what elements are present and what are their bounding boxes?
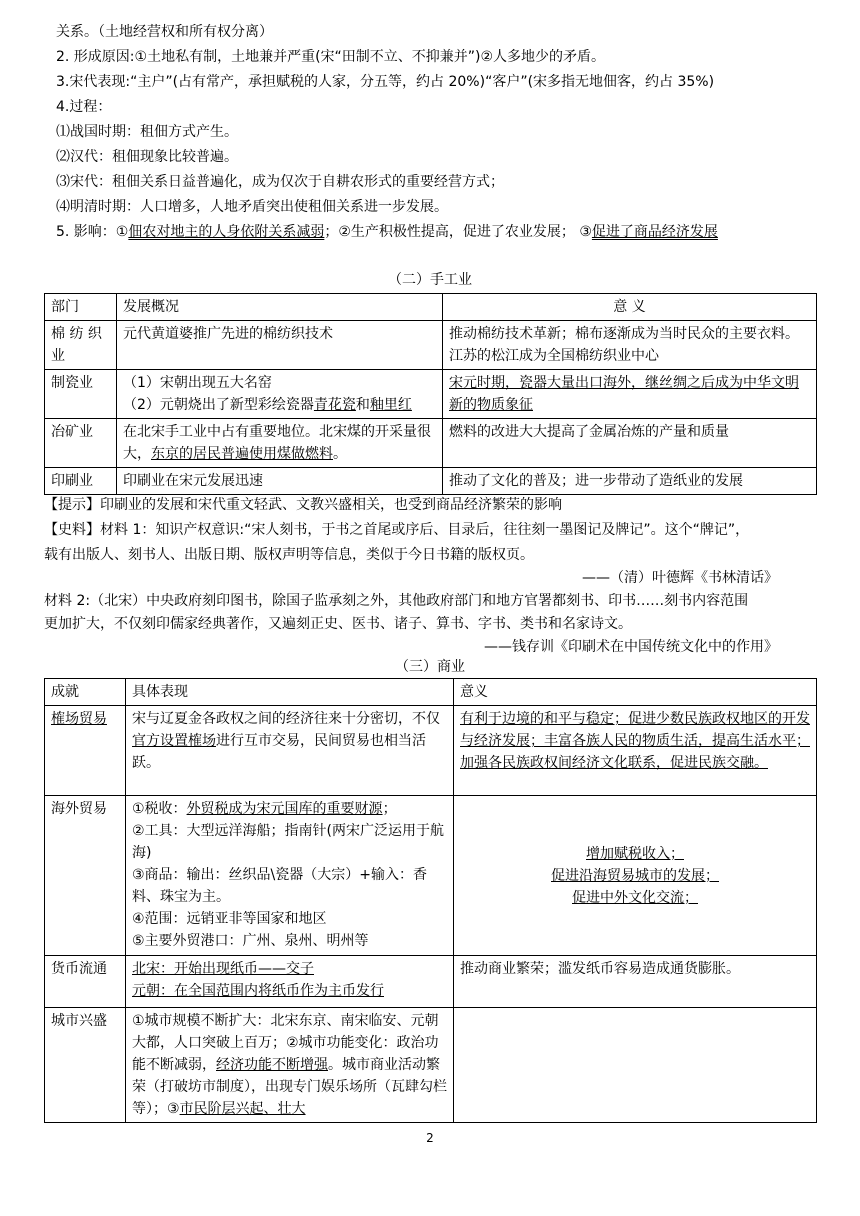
text-line: ⑴战国时期：租佃方式产生。 <box>56 124 238 140</box>
dept-cell: 棉 纺 织 业 <box>45 321 117 370</box>
detail-line: ⑤主要外贸港口：广州、泉州、明州等 <box>132 933 369 949</box>
text-line: 3.宋代表现:“主户”(占有常产，承担赋税的人家，分五等，约占 20%)“客户”(宋多指无地佃客，约占 35%) <box>56 74 715 90</box>
overview-line: （1）宋朝出现五大名窑 <box>123 375 272 391</box>
impact-underline-2: 促进了商品经济发展 <box>591 224 718 240</box>
text-line: 关系。（土地经营权和所有权分离） <box>56 24 273 40</box>
text-line: ⑷明清时期：人口增多，人地矛盾突出使租佃关系进一步发展。 <box>56 199 448 215</box>
text-span: 和 <box>355 397 370 413</box>
text-span: （2）元朝烧出了新型彩绘瓷器 <box>123 397 314 413</box>
achievement-cell: 海外贸易 <box>45 796 126 956</box>
text-line: 2. 形成原因:①土地私有制，土地兼并严重(宋“田制不立、不抑兼并”)②人多地少的矛盾。 <box>56 49 606 65</box>
table-header-row <box>45 679 817 706</box>
source-citation: ——钱存训《印刷术在中国传统文化中的作用》 <box>484 639 778 655</box>
meaning-line: 促进沿海贸易城市的发展； <box>551 867 719 884</box>
impact-line <box>56 222 718 242</box>
underlined-text: 经济功能不断增强 <box>216 1057 328 1073</box>
source-line: 材料 2:（北宋）中央政府刻印图书，除国子监承刻之外，其他政府部门和地方官署都刻书、印书……刻书内容范围 <box>44 593 749 609</box>
text-line: ⑶宋代：租佃关系日益普遍化，成为仅次于自耕农形式的重要经营方式； <box>56 174 504 190</box>
text-span: 在北宋手工业中占有重要地位。北宋煤的开采量很大， <box>123 424 431 462</box>
meaning-line: 促进中外文化交流； <box>572 889 698 906</box>
underlined-text: 外贸税成为宋元国库的重要财源 <box>186 801 383 817</box>
table-row <box>45 956 817 1008</box>
dept-cell: 印刷业 <box>45 468 117 495</box>
underlined-text: 釉里红 <box>369 397 412 413</box>
overview-cell <box>117 419 443 468</box>
detail-line: ④范围：远销亚非等国家和地区 <box>132 911 327 927</box>
detail-line: 元朝：在全国范围内将纸币作为主币发行 <box>132 983 384 999</box>
meaning-cell <box>454 1008 817 1123</box>
header-cell: 意 义 <box>443 294 817 321</box>
header-cell: 意义 <box>454 679 817 706</box>
detail-line <box>132 798 447 820</box>
meaning-cell: 推动商业繁荣；滥发纸币容易造成通货膨胀。 <box>454 956 817 1008</box>
source-line: 载有出版人、刻书人、出版日期、版权声明等信息，类似于今日书籍的版权页。 <box>44 547 534 563</box>
meaning-line: 增加赋税收入； <box>586 845 684 862</box>
header-cell: 部门 <box>45 294 117 321</box>
text-span: 。 <box>333 446 347 462</box>
text-span: 宋与辽夏金各政权之间的经济往来十分密切，不仅 <box>132 711 440 727</box>
meaning-cell: 推动了文化的普及；进一步带动了造纸业的发展 <box>443 468 817 495</box>
detail-cell <box>126 956 454 1008</box>
underlined-text: 官方设置榷场 <box>132 733 216 749</box>
header-cell: 发展概况 <box>117 294 443 321</box>
dept-cell: 制瓷业 <box>45 370 117 419</box>
impact-underline-1: 佃农对地主的人身依附关系减弱 <box>128 224 325 240</box>
source-line: 更加扩大，不仅刻印儒家经典著作，又遍刻正史、医书、诸子、算书、字书、类书和名家诗文。 <box>44 616 632 632</box>
underlined-text: 青花瓷 <box>313 397 356 413</box>
header-cell: 成就 <box>45 679 126 706</box>
meaning-cell <box>454 796 817 956</box>
text-line: 4.过程： <box>56 99 112 115</box>
tip-line: 【提示】印刷业的发展和宋代重文轻武、文教兴盛相关，也受到商品经济繁荣的影响 <box>44 497 562 513</box>
text-span: ①税收： <box>132 801 187 817</box>
header-cell: 具体表现 <box>126 679 454 706</box>
impact-middle: ；②生产积极性提高，促进了农业发展； ③ <box>324 224 592 240</box>
overview-cell: 元代黄道婆推广先进的棉纺织技术 <box>117 321 443 370</box>
source-line: 【史料】材料 1：知识产权意识:“宋人刻书，于书之首尾或序后、目录后，往往刻一墨图记及牌记”。这个“牌记”， <box>44 522 750 538</box>
achievement-cell <box>45 706 126 796</box>
meaning-cell <box>454 706 817 796</box>
table-header-row <box>45 294 817 321</box>
table-row <box>45 1008 817 1123</box>
detail-line: ②工具：大型远洋海船；指南针(两宋广泛运用于航海) <box>132 823 445 861</box>
table-row <box>45 468 817 495</box>
text-line: ⑵汉代：租佃现象比较普遍。 <box>56 149 238 165</box>
impact-prefix: 5. 影响：① <box>56 224 129 240</box>
source-citation: ——（清）叶德辉《书林清话》 <box>582 570 778 586</box>
overview-cell <box>117 370 443 419</box>
achievement-cell: 货币流通 <box>45 956 126 1008</box>
overview-cell: 印刷业在宋元发展迅速 <box>117 468 443 495</box>
section-title-commerce: （三）商业 <box>395 659 465 675</box>
underlined-text: 有利于边境的和平与稳定；促进少数民族政权地区的开发与经济发展；丰富各族人民的物质生活，提高生活水平；加强各民族政权间经济文化联系，促进民族交融。 <box>460 711 810 771</box>
meaning-cell: 燃料的改进大大提高了金属冶炼的产量和质量 <box>443 419 817 468</box>
commerce-table <box>44 678 817 1123</box>
underlined-text: 榷场贸易 <box>51 711 107 727</box>
craft-table <box>44 293 817 495</box>
meaning-cell: 推动棉纺技术革新；棉布逐渐成为当时民众的主要衣料。江苏的松江成为全国棉纺织业中心 <box>443 321 817 370</box>
section-title-craft: （二）手工业 <box>388 272 472 288</box>
detail-cell <box>126 796 454 956</box>
underlined-text: 宋元时期，瓷器大量出口海外，继丝绸之后成为中华文明新的物质象征 <box>449 375 799 413</box>
text-span: ①城市规模不断扩大：北宋东京、南宋临安、元朝大都，人口突破上百万；②城市功能变化：政治功能不断减弱， <box>132 1013 439 1073</box>
achievement-cell: 城市兴盛 <box>45 1008 126 1123</box>
detail-cell <box>126 706 454 796</box>
table-row <box>45 321 817 370</box>
detail-line: 北宋：开始出现纸币——交子 <box>132 961 314 977</box>
table-row <box>45 419 817 468</box>
meaning-cell <box>443 370 817 419</box>
detail-line: ③商品：输出：丝织品\瓷器（大宗）+输入：香料、珠宝为主。 <box>132 867 427 905</box>
page-number: 2 <box>426 1131 434 1145</box>
dept-cell: 冶矿业 <box>45 419 117 468</box>
text-span: 进行互市交易，民间贸易也相当活跃。 <box>132 733 426 771</box>
table-row <box>45 796 817 956</box>
overview-line <box>123 394 436 416</box>
underlined-text: 市民阶层兴起、壮大 <box>179 1101 306 1117</box>
text-span: ； <box>382 801 397 817</box>
underlined-text: 东京的居民普遍使用煤做燃料 <box>151 446 333 462</box>
text-span: 。城市商业活动繁荣（打破坊市制度），出现专门娱乐场所（瓦肆勾栏等）；③ <box>132 1057 447 1117</box>
detail-cell <box>126 1008 454 1123</box>
table-row <box>45 370 817 419</box>
table-row <box>45 706 817 796</box>
